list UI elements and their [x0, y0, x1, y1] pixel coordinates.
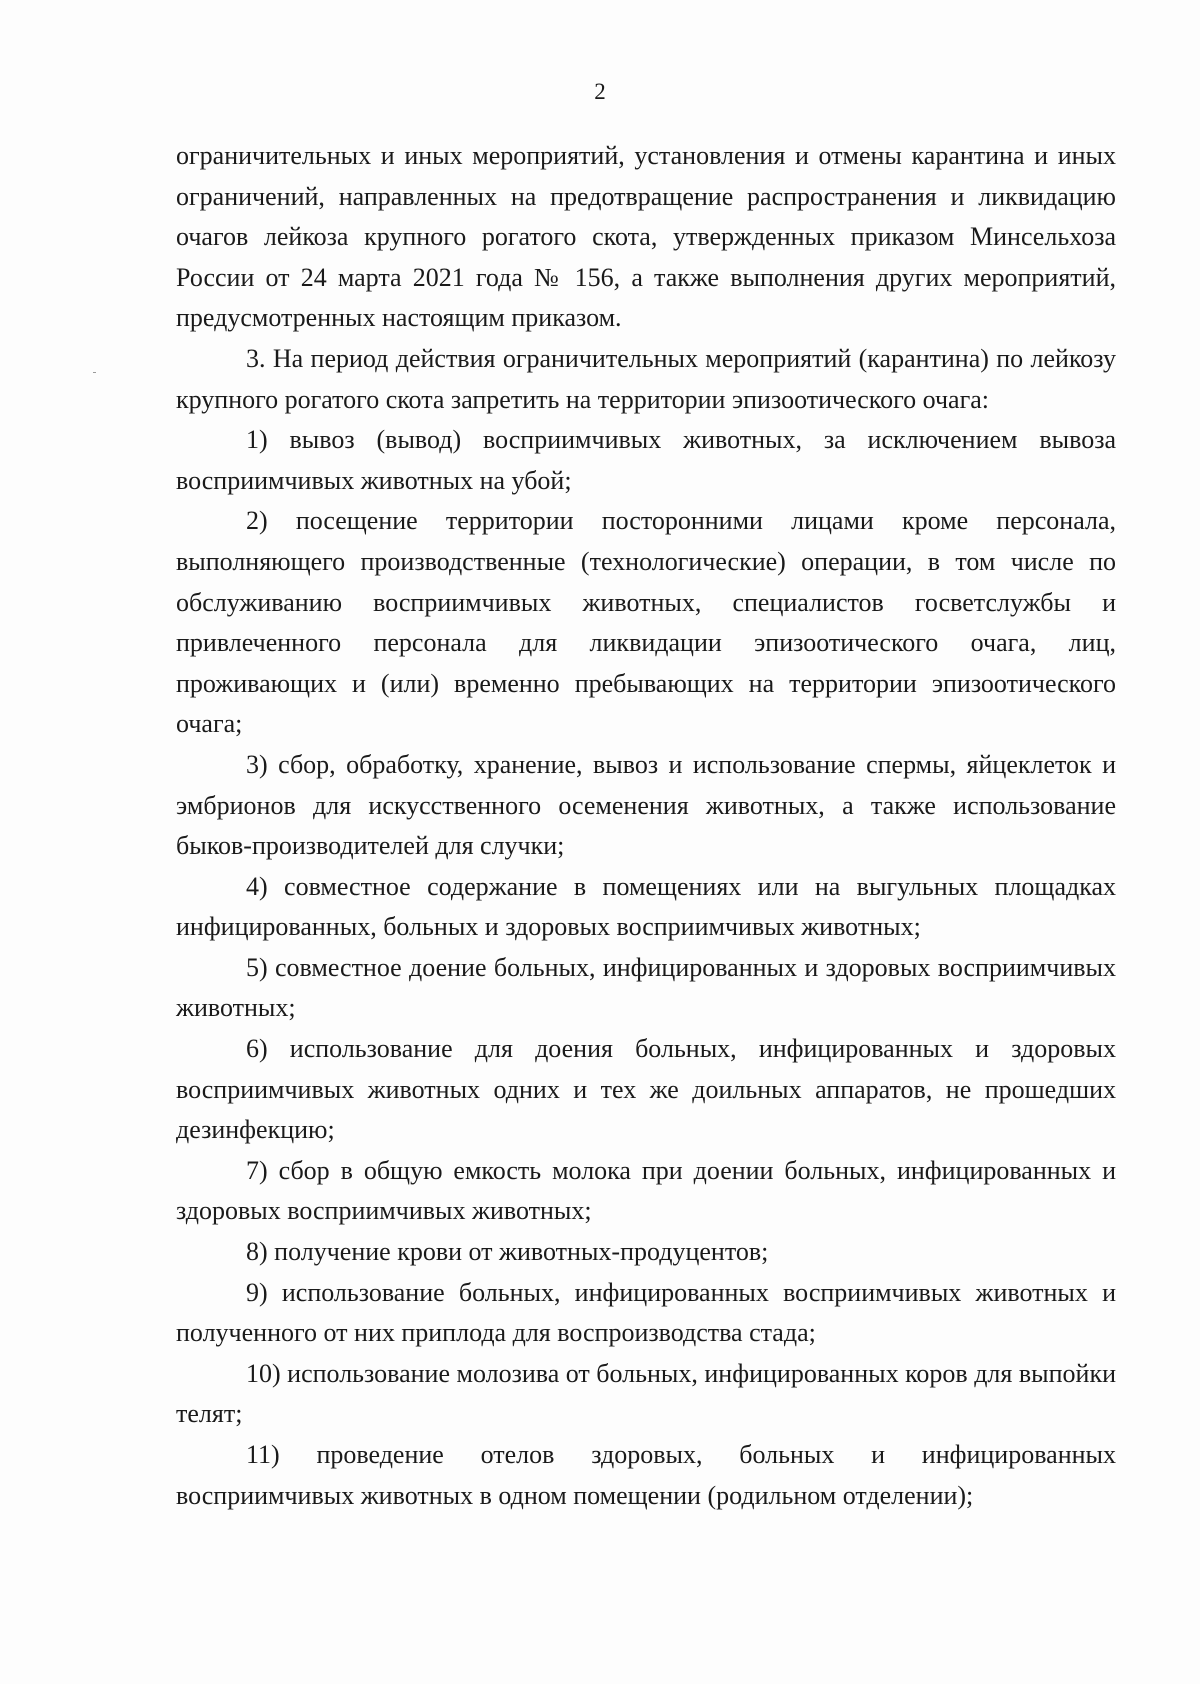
paragraph-continuation: ограничительных и иных мероприятий, установления и отмены карантина и иных ограничений, направленных на предотвращение распространения и ликвидацию очагов лейкоза крупного рогатого скота, утвержденных приказом Минсельхоза России от 24 марта 2021 года № 156, а также выполнения других мероприятий, предусмотренных настоящим приказом. — [176, 141, 1116, 333]
list-item-7: 7) сбор в общую емкость молока при доении больных, инфицированных и здоровых восприимчивых животных; — [176, 1155, 1116, 1226]
list-item-1: 1) вывоз (вывод) восприимчивых животных, за исключением вывоза восприимчивых животных на убой; — [176, 425, 1116, 495]
list-item-5: 5) совместное доение больных, инфицированных и здоровых восприимчивых животных; — [176, 952, 1116, 1023]
page-number: 2 — [594, 79, 606, 104]
margin-mark — [93, 372, 96, 373]
list-item-2: 2) посещение территории посторонними лицами кроме персонала, выполняющего производственные (технологические) операции, в том числе по обслуживанию восприимчивых животных, специалистов госветслужбы и привлеченного персонала для ликвидации эпизоотического очага, лиц, проживающих и (или) временно пребывающих на территории эпизоотического очага; — [176, 506, 1116, 739]
paragraph-clause-3: 3. На период действия ограничительных мероприятий (карантина) по лейкозу крупного рогатого скота запретить на территории эпизоотического очага: — [176, 343, 1116, 414]
list-item-10: 10) использование молозива от больных, инфицированных коров для выпойки телят; — [176, 1358, 1116, 1429]
list-item-3: 3) сбор, обработку, хранение, вывоз и использование спермы, яйцеклеток и эмбрионов для искусственного осеменения животных, а также использование быков-производителей для случки; — [176, 749, 1116, 861]
list-item-6: 6) использование для доения больных, инфицированных и здоровых восприимчивых животных одних и тех же доильных аппаратов, не прошедших дезинфекцию; — [176, 1034, 1116, 1145]
list-item-4: 4) совместное содержание в помещениях или на выгульных площадках инфицированных, больных и здоровых восприимчивых животных; — [176, 871, 1116, 942]
list-item-11: 11) проведение отелов здоровых, больных и инфицированных восприимчивых животных в одном помещении (родильном отделении); — [176, 1440, 1116, 1510]
document-body — [176, 136, 1116, 1516]
list-item-9: 9) использование больных, инфицированных восприимчивых животных и полученного от них приплода для воспроизводства стада; — [176, 1277, 1116, 1348]
list-item-8: 8) получение крови от животных-продуцентов; — [246, 1237, 769, 1267]
